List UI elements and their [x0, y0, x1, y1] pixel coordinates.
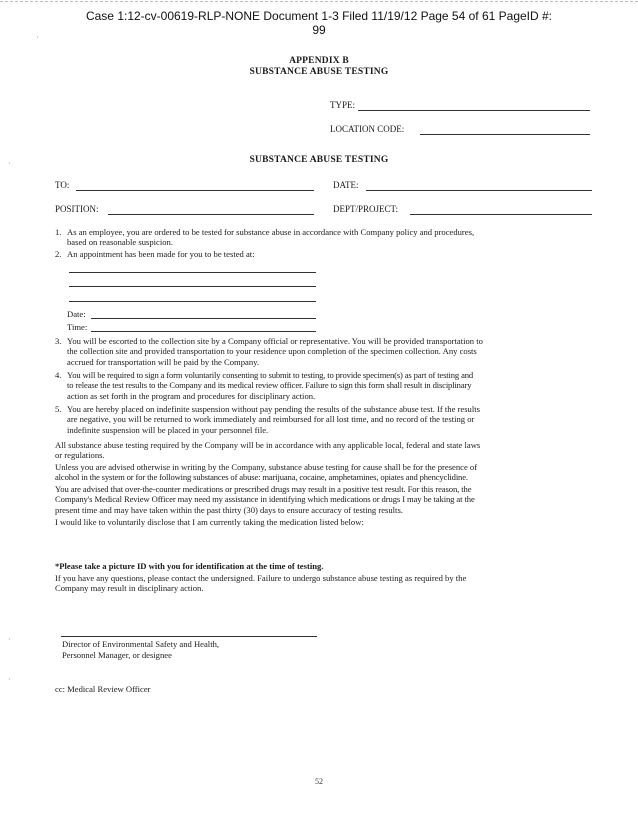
court-header: [0, 9, 638, 37]
paragraph-4: I would like to voluntarily disclose that I am currently taking the medication listed below:: [55, 517, 364, 527]
picture-id-note: *Please take a picture ID with you for identification at the time of testing.: [55, 561, 324, 571]
paragraph-2-line1: Unless you are advised otherwise in writing by the Company, substance abuse testing for cause shall be for the presence of: [55, 462, 478, 472]
date-label: DATE:: [333, 180, 359, 190]
item5-line3: indefinite suspension will be placed in your personnel file.: [67, 424, 269, 435]
scan-speck: ·: [8, 159, 11, 168]
item3-line3: accrued for transportation will be paid by the Company.: [67, 356, 260, 367]
item4-line2: to release the test results to the Company and its medical review officer. Failure to sign this form shall result in disciplinary: [67, 380, 472, 391]
paragraph-1-line1: All substance abuse testing required by the Company will be in accordance with any applicable local, federal and state laws: [55, 440, 481, 450]
cc-line: cc: Medical Review Officer: [55, 684, 151, 694]
item1-line2: based on reasonable suspicion.: [67, 237, 173, 248]
item5-line2: are negative, you will be returned to work immediately and reimbursed for all lost time, and no record of the testing or: [67, 414, 475, 425]
body-text: [55, 227, 603, 827]
item4-line1: You will be required to sign a form voluntarily consenting to submit to testing, to provide specimen(s) as part of testing and: [67, 370, 474, 380]
position-line[interactable]: [108, 214, 314, 215]
header-line1: Case 1:12-cv-00619-RLP-NONE Document 1-3 Filed 11/19/12 Page 54 of 61 PageID #:: [85, 9, 553, 23]
to-line[interactable]: [76, 190, 314, 191]
item-number: 4.: [55, 370, 62, 380]
paragraph-5-line1: If you have any questions, please contact the undersigned. Failure to undergo substance abuse testing as required by the: [55, 573, 467, 583]
appt-date-label: Date:: [67, 309, 86, 319]
signature-title-line1: Director of Environmental Safety and Health,: [62, 639, 220, 649]
paragraph-3-line3: present time and may have taken within the past thirty (30) days to ensure accuracy of testing results.: [55, 504, 403, 515]
item-number: 2.: [55, 249, 62, 259]
appt-date-line[interactable]: [91, 318, 316, 319]
to-label: TO:: [55, 180, 70, 190]
item3-line2: the collection site and provided transportation to your residence upon completion of the specimen collection. Any costs: [67, 346, 477, 357]
dept-label: DEPT/PROJECT:: [333, 204, 399, 214]
appointment-line[interactable]: [69, 286, 316, 287]
appt-time-label: Time:: [67, 322, 88, 332]
scan-edge: [0, 1, 638, 2]
appointment-line[interactable]: [69, 272, 316, 273]
item5-line1: You are hereby placed on indefinite suspension without pay pending the results of the substance abuse test. If the results: [67, 404, 480, 414]
item3-line1: You will be escorted to the collection site by a Company official or representative. You will be provided transportation to: [67, 336, 483, 346]
item2-text: An appointment has been made for you to be tested at:: [67, 249, 255, 259]
type-line[interactable]: [358, 110, 590, 111]
item4-line3: action as set forth in the program and procedures for disciplinary action.: [67, 390, 316, 401]
appendix-label: APPENDIX B: [289, 56, 349, 66]
signature-title-line2: Personnel Manager, or designee: [62, 650, 172, 660]
paragraph-3-line1: You are advised that over-the-counter medications or prescribed drugs may result in a positive test result. For this reason, the: [55, 484, 472, 494]
paragraph-5-line2: Company may result in disciplinary action.: [55, 583, 204, 594]
paragraph-3-line2: Company's Medical Review Officer may need my assistance in identifying which medications or drugs I may be taking at the: [55, 494, 475, 505]
dept-line[interactable]: [410, 214, 592, 215]
scan-speck: ·: [8, 675, 11, 684]
appt-time-line[interactable]: [91, 331, 316, 332]
position-label: POSITION:: [55, 204, 99, 214]
header-line2: 99: [312, 23, 326, 37]
type-label: TYPE:: [330, 100, 356, 110]
paragraph-2-line2: alcohol in the system or for the following substances of abuse: marijuana, cocaine, amphetamines, opiates and phencyclidine.: [55, 472, 468, 483]
paragraph-1-line2: or regulations.: [55, 450, 105, 461]
item-number: 3.: [55, 336, 62, 346]
signature-line[interactable]: [61, 636, 317, 637]
item-number: 1.: [55, 227, 62, 237]
location-code-line[interactable]: [420, 134, 590, 135]
location-code-label: LOCATION CODE:: [330, 124, 405, 134]
item1-line1: As an employee, you are ordered to be tested for substance abuse in accordance with Company policy and procedures,: [67, 227, 475, 237]
appointment-line[interactable]: [69, 301, 316, 302]
scan-speck: ·: [36, 33, 39, 42]
page-number: 52: [315, 777, 323, 786]
scan-speck: ·: [8, 635, 11, 644]
appendix-title: SUBSTANCE ABUSE TESTING: [249, 67, 389, 77]
date-line[interactable]: [366, 190, 592, 191]
form-title: SUBSTANCE ABUSE TESTING: [249, 155, 389, 165]
item-number: 5.: [55, 404, 62, 414]
